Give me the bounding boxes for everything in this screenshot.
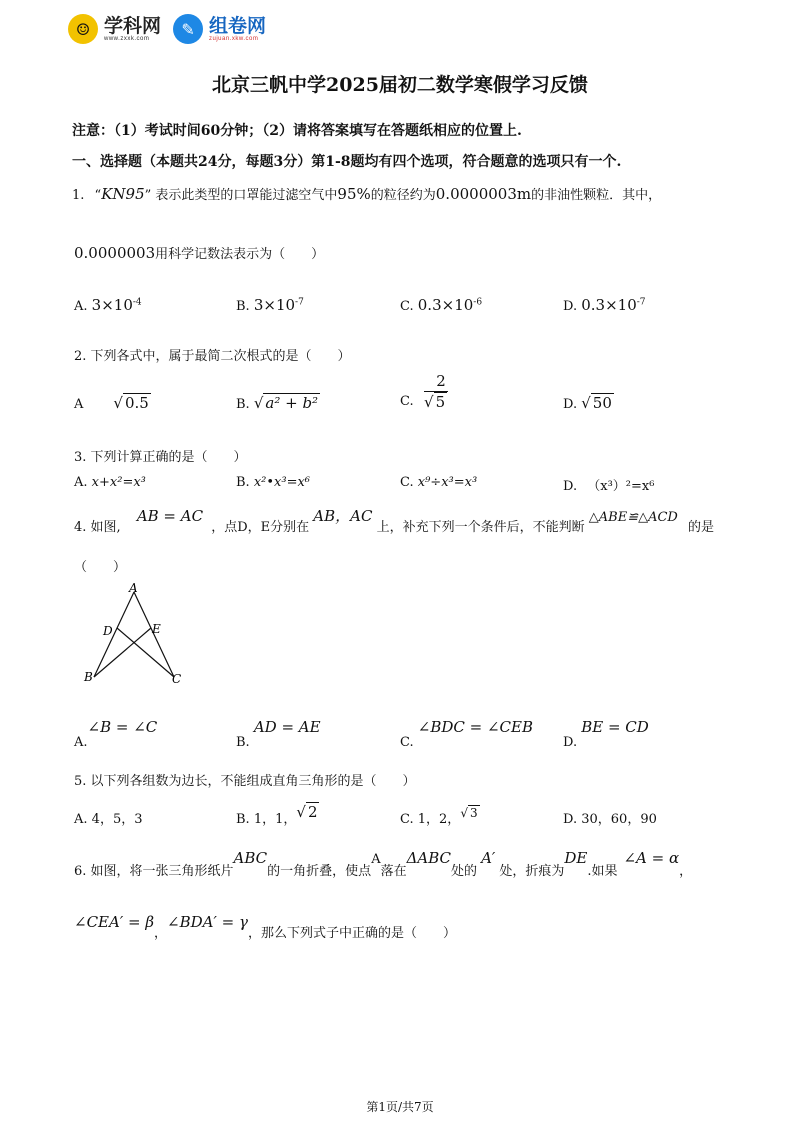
page-footer: 第1页/共7页 bbox=[366, 1100, 434, 1114]
q4-option-a[interactable]: A.∠B = ∠C bbox=[74, 718, 158, 750]
q4-option-c[interactable]: C. ∠BDC = ∠CEB bbox=[400, 718, 533, 750]
q5-option-a[interactable]: A. 4，5，3 bbox=[74, 812, 143, 827]
side-ab bbox=[94, 592, 134, 677]
q3-option-c[interactable]: C. x⁹÷x³=x³ bbox=[400, 475, 478, 490]
question-6: 6. 如图，将一张三角形纸片ABC的一角折叠，使点A落在ΔABC处的A′处，折痕为DE.如果∠A = α， bbox=[74, 849, 693, 879]
vertex-label-d: D bbox=[103, 624, 113, 638]
q3-option-b[interactable]: B. x²•x³=x⁶ bbox=[236, 475, 311, 490]
question-1: 1. “KN95” 表示此类型的口罩能过滤空气中95%的粒径约为0.0000003m的非油性颗粒．其中， bbox=[72, 185, 662, 203]
xuekewang-logo: 学科网 www.zxxk.com bbox=[104, 15, 162, 42]
q1-option-d[interactable]: D. $0.3\times 10^{-7}$ bbox=[563, 296, 646, 314]
q3-option-a[interactable]: A. x+x²=x³ bbox=[74, 475, 146, 490]
question-5: 5. 以下列各组数为边长，不能组成直角三角形的是（ ） bbox=[74, 774, 416, 789]
zujuanwang-logo: 组卷网 zujuan.xkw.com bbox=[209, 15, 267, 42]
question-3: 3. 下列计算正确的是（ ） bbox=[74, 450, 247, 465]
q4-option-d[interactable]: D. BE = CD bbox=[563, 718, 649, 750]
q2-option-a[interactable]: A √ 0.5 bbox=[74, 394, 149, 412]
vertex-label-e: E bbox=[152, 622, 161, 636]
q1-option-a[interactable]: A. $3\times 10^{-4}$ bbox=[74, 296, 142, 314]
q5-option-c[interactable]: C. 1，2，√ 3 bbox=[400, 806, 478, 827]
vertex-label-b: B bbox=[84, 670, 93, 684]
q5-option-d[interactable]: D. 30，60，90 bbox=[563, 812, 657, 827]
segment-cd bbox=[117, 628, 174, 677]
q4-triangle-figure bbox=[80, 578, 190, 690]
question-6-line2: ∠CEA′ = β，∠BDA′ = γ，那么下列式子中正确的是（ ） bbox=[74, 913, 456, 941]
exam-note: 注意：（1）考试时间60分钟；（2）请将答案填写在答题纸相应的位置上. bbox=[72, 123, 522, 139]
q1-option-c[interactable]: C. $0.3\times 10^{-6}$ bbox=[400, 296, 483, 314]
question-4-paren: （ ） bbox=[74, 560, 127, 575]
page-title: 北京三帆中学2025届初二数学寒假学习反馈 bbox=[212, 74, 588, 96]
question-4: 4. 如图, AB = AC ，点D，E分别在 AB，AC 上，补充下列一个条件后，不能判断 △ABE≌△ACD 的是 bbox=[74, 507, 714, 535]
q1-option-b[interactable]: B. $3\times 10^{-7}$ bbox=[236, 296, 304, 314]
xuekewang-logo-icon: ☺ bbox=[68, 14, 98, 44]
q2-option-d[interactable]: D. √ 50 bbox=[563, 394, 612, 412]
question-2: 2. 下列各式中，属于最简二次根式的是（ ） bbox=[74, 349, 351, 364]
q2-option-b[interactable]: B. √ a² + b² bbox=[236, 394, 319, 412]
vertex-label-a: A bbox=[129, 581, 138, 595]
question-1-line2: 0.0000003用科学记数法表示为（ ） bbox=[74, 244, 325, 262]
q3-option-d[interactable]: D. （x³）²=x⁶ bbox=[563, 479, 655, 494]
section-heading: 一、选择题（本题共24分，每题3分）第1-8题均有四个选项，符合题意的选项只有一个. bbox=[72, 154, 622, 170]
zujuanwang-logo-icon: ✎ bbox=[173, 14, 203, 44]
vertex-label-c: C bbox=[172, 672, 182, 686]
q4-option-b[interactable]: B. AD = AE bbox=[236, 718, 321, 750]
q5-option-b[interactable]: B. 1，1，√ 2 bbox=[236, 803, 318, 827]
header-logos bbox=[68, 14, 266, 44]
